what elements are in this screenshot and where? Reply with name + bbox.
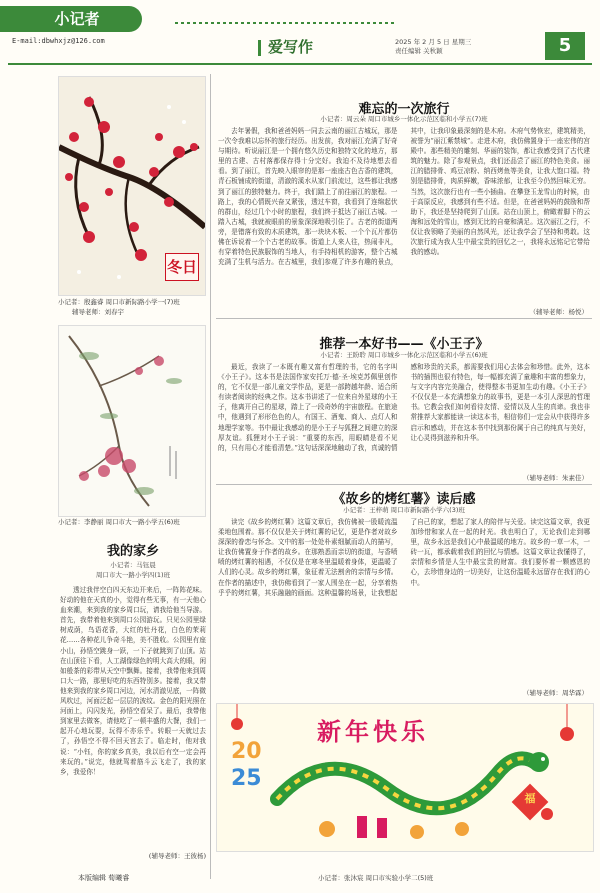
new-year-drawing <box>216 703 594 852</box>
column-divider <box>210 74 211 879</box>
essay-hometown-title: 我的家乡 <box>106 544 159 559</box>
painting-plum-blossom <box>58 76 206 296</box>
issue-date: 2025 年 2 月 5 日 星期三 <box>395 38 472 46</box>
brand-tab: 小记者 <box>12 6 142 32</box>
painting-ink-flowers <box>58 325 206 517</box>
header-rule <box>8 63 592 65</box>
new-year-caption: 小记者：张沐宸 周口市实验小学二(5)班 <box>318 874 434 882</box>
article-travel-teacher: （辅导老师：杨悦） <box>529 308 588 316</box>
article-review-body: 读完《故乡的烤红薯》这篇文章后，我仿佛被一股暖流温柔地包围着。那不仅仅是关于烤红薯的记忆，更是作者对故乡深深的眷恋与怀念。文中的那一处处朴素细腻而动人的描写，让我仿佛置身于作者的故乡。在那熟悉而亲切的街道，与香喷喷的烤红薯的相遇，不仅仅是在寒冬里温暖着身体，更温暖了人们的心灵。故乡的烤红薯，象征着无法割舍的亲情与乡情。在作者的描述中，我仿佛看到了一家人围坐在一起，分享着热乎乎的烤红薯，其乐融融的画面。这种温馨的场景，让我想起了自己的家，想起了家人的陪伴与关爱。读完这篇文章，我更加珍惜和家人在一起的时光。我也明白了，无论我们走到哪里，故乡永远是我们心中最温暖的地方。故乡的一草一木，一砖一瓦，都承载着我们的回忆与情感。这篇文章让我懂得了，亲情和乡情是人生中最宝贵的财富。我们要怀着一颗感恩的心，去珍惜身边的一切美好，让这份温暖永远留存在我们的心中。 <box>218 518 590 597</box>
divider-2 <box>216 484 592 485</box>
article-review-byline: 小记者：王梓萌 周口市新际路小学六(3)班 <box>343 506 465 514</box>
article-travel-byline: 小记者：周云朵 周口市城乡一体化示范区临和小学五(7)班 <box>320 115 488 123</box>
divider-1 <box>216 318 592 319</box>
article-book-teacher: （辅导老师：朱素佳） <box>523 474 588 482</box>
year-top: 20 <box>231 739 262 764</box>
article-book-byline: 小记者：王盼聆 周口市城乡一体化示范区临和小学五(6)班 <box>320 351 488 359</box>
page-number: 5 <box>545 32 585 60</box>
article-book-title: 推荐一本好书——《小王子》 <box>319 337 489 352</box>
painting1-teacher: 辅导老师：刘春宇 <box>72 308 124 316</box>
painting2-caption: 小记者：李静丽 周口市大一路小学五(6)班 <box>58 518 180 526</box>
winter-stamp: 冬日 <box>165 253 199 281</box>
page-editor-footer: 本版编辑 荀曦睿 <box>78 874 130 882</box>
ink-flower-art <box>59 326 205 516</box>
section-title: 爱写作 <box>268 38 314 56</box>
section-marker <box>258 40 261 56</box>
essay-hometown-byline2: 周口市大一路小学四(1)班 <box>95 571 171 579</box>
painting1-caption: 小记者：殷鑫睿 周口市新际路小学一(7)班 <box>58 298 180 306</box>
header-dotted-line <box>175 22 395 24</box>
article-review-title: 《故乡的烤红薯》读后感 <box>332 492 476 507</box>
essay-hometown-byline1: 小记者：马钰晨 <box>110 561 156 569</box>
year-bottom: 25 <box>231 766 262 791</box>
page-header <box>0 0 600 64</box>
article-travel-body: 去年暑假，我和爸爸妈妈一同去云南的丽江古城玩，那是一次令我难以忘怀的旅行经历。出发前，我对丽江充满了好奇与期待。听说丽江是一个拥有悠久历史和独特文化的地方，那里的古建、古村落都保存得十分完好。我迫不及待地想去看看。到了丽江，首先映入眼帘的是那一座座古色古香的建筑，青石板铺成的街道，清澈的溪水从家门前流过，这些都让我感到了丽江的独特魅力。终于，我们踏上了前往丽江的旅程。一路上，我的心情既兴奋又紧张，透过车窗，我看到了连绵起伏的群山，经过几个小时的旅程，我们终于抵达了丽江古城。一踏入古城，我就被眼前的景象深深地吸引住了。古老的街道两旁，是错落有致的木质建筑，那一块块木板、一个个瓦片都仿佛在诉说着一个个古老的故事。街道上人来人往，热闹非凡，有穿着特色民族服饰的当地人，有手持相机的游客，整个古城充满了生机与活力。在古城里，我们参观了许多有趣的景点，其中，让我印象最深刻的是木府。木府气势恢宏，建筑精美，被誉为“丽江紫禁城”。走进木府，我仿佛置身于一座宏伟的宫殿中。那些精美的雕刻、华丽的装饰，都让我感受到了古代建筑的魅力。除了参观景点，我们还品尝了丽江的特色美食。丽江的腊排骨、鸡豆凉粉、纳西烤鱼等美食，让我大饱口福。特别是腊排骨，肉质鲜嫩，香味浓郁，让我至今仍然回味无穷。当然，这次旅行也有一些小插曲。在攀登玉龙雪山的时候，由于高原反应，我感到有些不适。但是，在爸爸妈妈的鼓励和帮助下，我还是坚持爬到了山顶。站在山顶上，俯瞰着脚下的云海和远处的雪山，感到无比的自豪和满足。这次丽江之行，不仅让我领略了美丽的自然风光，还让我学会了坚持和勇敢。这次旅行成为我人生中最宝贵的回忆之一，我将永远铭记它带给我的感动。 <box>218 127 590 267</box>
fu-charm: 福 <box>524 792 536 805</box>
new-year-banner: 新年快乐 <box>317 718 429 746</box>
article-review-teacher: （辅导老师：周华霖） <box>523 689 588 697</box>
essay-hometown-teacher: (辅导老师：王彼杨) <box>148 852 206 860</box>
editor-line: 责任编辑 关秋颖 <box>395 47 443 55</box>
article-travel-title: 难忘的一次旅行 <box>358 102 450 117</box>
article-book-body: 最近，我读了一本既有趣又富有哲理的书，它的名字叫《小王子》。这本书是法国作家安托万·德·圣·埃克苏佩里创作的，它不仅是一部儿童文学作品，更是一部跨越年龄、适合所有读者阅读的经典之作。这本书讲述了一位来自外星球的小王子，他离开自己的星球，踏上了一段奇妙的宇宙旅程。在旅途中，他遇到了形形色色的人，有国王、酒鬼、商人、点灯人和地理学家等。书中最让我感动的是小王子与狐狸之间建立的深厚友谊。狐狸对小王子说：“重要的东西，用眼睛是看不见的，只有用心才能看清楚。”这句话深深地触动了我，真诚的情感和珍贵的关系，都需要我们用心去体会和珍惜。此外，这本书的插图也很有特色，每一幅都充满了童趣和丰富的想象力，与文字内容完美融合，使得整本书更加生动有趣。《小王子》不仅仅是一本充满想象力的故事书，更是一本引人深思的哲理书。它教会我们如何看待友情、爱情以及人生的真谛。我也非常推荐大家都能读一读这本书，相信你们一定会从中获得许多启示和感动，并在这本书中找到那份属于自己的纯真与美好，让心灵得到滋养和升华。 <box>218 363 590 452</box>
date-block <box>395 38 471 56</box>
essay-hometown-body: 透过我伴空白四天东边开来后，一阵阵花味。好动的他在天真的小，觉得有些无事，有一天他心血来潮，来到我的家乡周口玩，请我给他当导游。首先，我带着他来到周口公园游玩。只见公园里绿树成荫，鸟语花香，大红的牡丹花，白色的茉莉花……各种花儿争奇斗艳，美不胜收。公园里有座小山，孙悟空跳身一跃，一下子就跳到了山顶。站在山顶往下看，人工湖像绿色的明大高大的眼，闲如般茶的彩带从天空中飘舞。接着，我带他来到周口大一路，那里好吃的东西特别多。接着，我又带他来到我的家乡周口河边，河水清澈见底，一阵微风吹过，河面泛起一层层的波纹。金色的阳光照在河面上，闪闪发光，孙悟空看呆了。最后，我带他到家里去做客，请他吃了一顿丰盛的大餐，我们一起开心地玩耍，玩得不亦乐乎。转眼一天就过去了，孙悟空不得不回天宫去了。临走时，他对我说：“小钰，你的家乡真美，我以后有空一定会再来玩的。”说完，他就驾着筋斗云飞走了，我的家乡，我爱你！ <box>60 586 206 776</box>
contact-email: E-mail:dbwhxjz@126.com <box>12 37 105 45</box>
